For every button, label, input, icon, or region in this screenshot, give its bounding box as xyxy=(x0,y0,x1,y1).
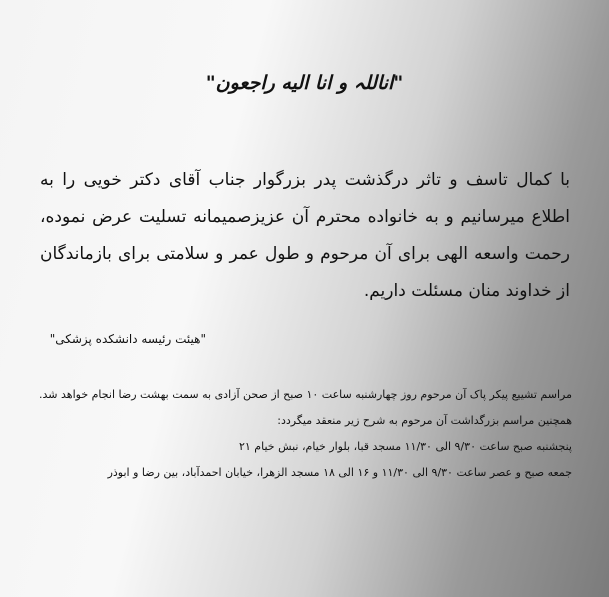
condolence-message: با کمال تاسف و تاثر درگذشت پدر بزرگوار جناب آقای دکتر خویی را به اطلاع میرسانیم و به خانواده محترم آن عزیزصمیمانه تسلیت عرض نموده، رحمت واسعه الهی برای آن مرحوم و طول عمر و سلامتی برای بازماندگان از خداوند منان مسئلت داریم. xyxy=(40,170,570,301)
memorial-thursday: پنجشنبه صبح ساعت ۹/۳۰ الی ۱۱/۳۰ مسجد قبا، بلوار خیام، نبش خیام ۲۱ xyxy=(238,440,572,453)
signature: "هیئت رئیسه دانشکده پزشکی" xyxy=(49,332,206,346)
heading-verse: "اناللہ و انا الیه راجعون" xyxy=(205,72,404,94)
funeral-procession: مراسم تشییع پیکر پاک آن مرحوم روز چهارشنبه ساعت ۱۰ صبح از صحن آزادی به سمت بهشت رضا انجام خواهد شد. xyxy=(39,388,572,401)
memorial-intro: همچنین مراسم بزرگداشت آن مرحوم به شرح زیر منعقد میگردد: xyxy=(277,414,572,427)
funeral-details xyxy=(38,382,572,486)
memorial-friday: جمعه صبح و عصر ساعت ۹/۳۰ الی ۱۱/۳۰ و ۱۶ الی ۱۸ مسجد الزهرا، خیابان احمدآباد، بین رضا و ابوذر xyxy=(107,466,572,479)
